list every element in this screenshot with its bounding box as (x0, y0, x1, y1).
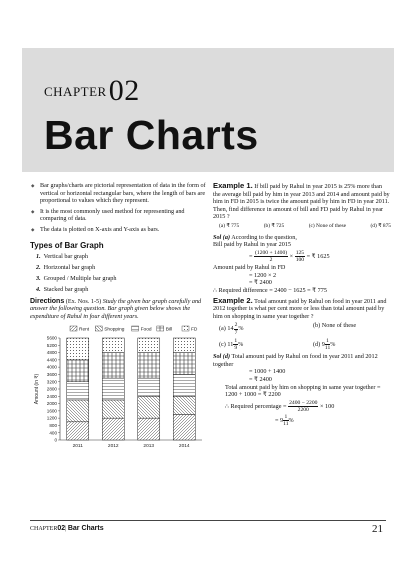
footer-rule (30, 520, 386, 521)
example2-option-a (219, 322, 313, 335)
footer-chapter: CHAPTER02| Bar Charts (30, 525, 104, 532)
eq1-fraction2 (295, 250, 305, 263)
eq1-fraction (254, 250, 288, 263)
directions (30, 298, 210, 321)
example1-option: (a) ₹ 775 (219, 222, 240, 229)
s4-num: 2400 − 2200 (289, 399, 318, 406)
bar-segment (102, 379, 124, 401)
bar-segment (173, 353, 195, 375)
y-tick-label: 1600 (46, 408, 57, 414)
y-tick-label: 800 (49, 423, 57, 429)
y-tick-label: 2400 (46, 394, 57, 400)
bar-segment (173, 375, 195, 397)
example1-options (219, 223, 391, 231)
s4-post: × 100 (319, 402, 335, 410)
bar-segment (102, 400, 124, 418)
bar-segment (67, 422, 89, 440)
example1-label: Example 1. (213, 181, 253, 190)
bar-segment (67, 382, 89, 400)
eq1-times: × (289, 252, 294, 260)
example2-sol-label: Sol (d) (213, 353, 231, 361)
types-item (36, 264, 210, 272)
x-tick-label: 2012 (107, 444, 119, 450)
types-item (36, 286, 210, 294)
example1-option: (d) ₹ 875 (370, 222, 391, 229)
example2-s4 (225, 400, 391, 413)
footer-chapter-num: 02 (57, 525, 66, 532)
legend-label: Shopping (104, 327, 125, 333)
example2-option-c (219, 338, 313, 351)
bar-segment (138, 379, 160, 397)
types-heading: Types of Bar Graph (30, 240, 104, 250)
x-tick-label: 2011 (72, 444, 83, 450)
opt-a-pct: % (238, 325, 244, 333)
example1-line1: Bill paid by Rahul in year 2015 (213, 241, 292, 249)
intro-bullet: ◆ Bar graphs/charts are pictorial representation of data in the form of vertical or horizontal rectangular bars, where the length of bars are proportional to values which they represent. (30, 182, 210, 205)
opt-d-whole: (d) 9 (313, 340, 325, 348)
chapter-title: Bar Charts (44, 112, 259, 158)
bar-segment (173, 415, 195, 441)
eq1-den: 2 (269, 256, 273, 263)
page-number: 21 (372, 523, 383, 535)
bar-segment (138, 397, 160, 419)
x-tick-label: 2013 (143, 444, 155, 450)
directions-label: Directions (30, 297, 65, 305)
y-tick-label: 2800 (46, 387, 57, 393)
legend-swatch (157, 326, 164, 331)
example2-s3: Total amount paid by him on shopping in same year together = 1200 + 1000 = ₹ 2200 (225, 383, 381, 399)
stacked-bar-chart (30, 322, 208, 454)
right-column (213, 182, 391, 428)
example1-sol-intro: According to the question, (231, 233, 297, 241)
directions-text: Study the given bar graph carefully and answer the following question. Bar graph given below shows the expenditure of Rahul in four different years. (30, 297, 202, 320)
eq1-pre: = (249, 252, 253, 260)
s4-pre: ∴ Required percentage = (225, 402, 287, 410)
types-item-number: 3. (36, 275, 41, 283)
example1-line3: = 1200 × 2 (249, 271, 277, 279)
example1-option: (c) None of these (308, 222, 346, 229)
legend-label: FD (191, 327, 198, 333)
bar-segment (102, 419, 124, 441)
footer-chapter-word: CHAPTER (30, 526, 58, 532)
example2-s5 (275, 414, 391, 427)
opt-d-num: 1 (326, 337, 329, 344)
example2-options-row2 (219, 338, 391, 351)
y-tick-label: 4000 (46, 365, 57, 371)
legend-swatch (182, 326, 189, 331)
y-tick-label: 2000 (46, 401, 57, 407)
example2-text: Total amount paid by Rahul on food in year 2011 and 2012 together is what per cent more or less than total amount paid by him on shopping in same year together ? (213, 297, 387, 320)
y-tick-label: 4800 (46, 350, 57, 356)
chapter-label (44, 74, 140, 108)
footer-chapter-title: Bar Charts (67, 525, 104, 532)
example1-equation (249, 250, 391, 263)
example1-line5: ∴ Required difference = 2400 − 1625 = ₹ 775 (213, 286, 327, 294)
chapter-number: 02 (108, 74, 140, 107)
y-tick-label: 0 (54, 438, 57, 444)
chapter-word: CHAPTER (44, 84, 107, 99)
bar-segment (138, 338, 160, 353)
example1-question (213, 182, 391, 221)
legend-swatch (95, 326, 102, 331)
opt-a-whole: (a) 14 (219, 325, 234, 333)
types-list (36, 253, 210, 294)
intro-bullets (30, 182, 210, 234)
legend-label: Rent (79, 327, 90, 333)
bar-segment (67, 400, 89, 422)
legend-label: Food (140, 327, 152, 333)
bar-segment (67, 360, 89, 382)
example2-label: Example 2. (213, 295, 253, 305)
y-tick-label: 3600 (46, 372, 57, 378)
example1-line2: Amount paid by Rahul in FD (213, 264, 286, 272)
types-item-number: 1. (36, 253, 41, 261)
s4-fraction (288, 400, 318, 413)
legend-swatch (132, 326, 139, 331)
types-item-number: 2. (36, 264, 41, 272)
types-item-text: Horizontal bar graph (43, 264, 96, 272)
example2-solution-intro (213, 353, 391, 368)
example2-options-row1 (219, 322, 391, 335)
y-tick-label: 5600 (46, 336, 57, 342)
s4-den: 2200 (297, 406, 309, 413)
example2-sol-intro: Total amount paid by Rahul on food in year 2011 and 2012 together (213, 353, 378, 368)
directions-range: (Ex. Nos. 1-5) (65, 297, 102, 305)
bar-segment (67, 338, 89, 360)
example2-options (219, 322, 391, 351)
bar-segment (173, 397, 195, 415)
example1-solution-intro (213, 234, 391, 242)
example2-question (213, 297, 391, 321)
y-axis-label: Amount (in ₹) (34, 374, 40, 405)
example1-text: If bill paid by Rahul in year 2015 is 25% more than the average bill paid by him in year 2013 and 2014 and amount paid by him in FD in 2015 is twice the amount paid by him in FD in year 2011. Then, find difference in amount of bill and FD paid by Rahul in year 2015 ? (213, 183, 390, 221)
y-tick-label: 400 (49, 430, 57, 436)
s5-num: 1 (284, 414, 288, 421)
y-tick-label: 3200 (46, 379, 57, 385)
s5-den: 11 (283, 421, 289, 428)
example2-s2: = ₹ 2400 (249, 375, 272, 383)
y-tick-label: 4400 (46, 357, 57, 363)
opt-a-den: 7 (234, 329, 238, 336)
opt-d-den: 11 (324, 344, 331, 351)
eq1-den2: 100 (295, 256, 305, 263)
left-column (30, 182, 210, 454)
example2-s1: = 1000 + 1400 (249, 368, 286, 376)
y-tick-label: 5200 (46, 343, 57, 349)
legend-swatch (70, 326, 77, 331)
bar-segment (102, 353, 124, 378)
y-tick-label: 1200 (46, 416, 57, 422)
eq1-num: (1200 + 1400) (255, 249, 288, 256)
legend-label: Bill (165, 327, 173, 333)
intro-bullet: ◆ The data is plotted on X-axis and Y-axis as bars. (30, 226, 210, 234)
types-item-number: 4. (36, 286, 41, 294)
example1-sol-label: Sol (a) (213, 233, 231, 241)
intro-bullet: ◆ It is the most commonly used method for representing and comparing of data. (30, 208, 210, 223)
opt-a-num: 2 (234, 322, 238, 329)
example2-option-b: (b) None of these (313, 322, 357, 330)
bar-segment (173, 338, 195, 353)
example2-option-d (313, 338, 335, 351)
opt-c-num: 1 (234, 337, 238, 344)
example1-option: (b) ₹ 725 (263, 222, 285, 229)
bar-segment (138, 419, 160, 441)
example1-line4: = ₹ 2400 (249, 279, 272, 287)
opt-c-whole: (c) 11 (219, 340, 234, 348)
opt-d-pct: % (330, 340, 336, 348)
bar-segment (102, 338, 124, 353)
s5-pre: = 9 (275, 417, 284, 425)
types-item (36, 275, 210, 283)
eq1-result: = ₹ 1625 (306, 252, 330, 260)
x-tick-label: 2014 (178, 444, 190, 450)
types-item-text: Grouped / Multiple bar graph (43, 275, 117, 283)
eq1-num2: 125 (295, 249, 305, 256)
bar-segment (138, 353, 160, 378)
opt-c-den: 9 (234, 344, 238, 351)
types-item-text: Stacked bar graph (43, 286, 89, 294)
types-item (36, 253, 210, 261)
opt-c-pct: % (238, 340, 244, 348)
s5-post: % (288, 417, 294, 425)
types-item-text: Vertical bar graph (43, 253, 88, 261)
